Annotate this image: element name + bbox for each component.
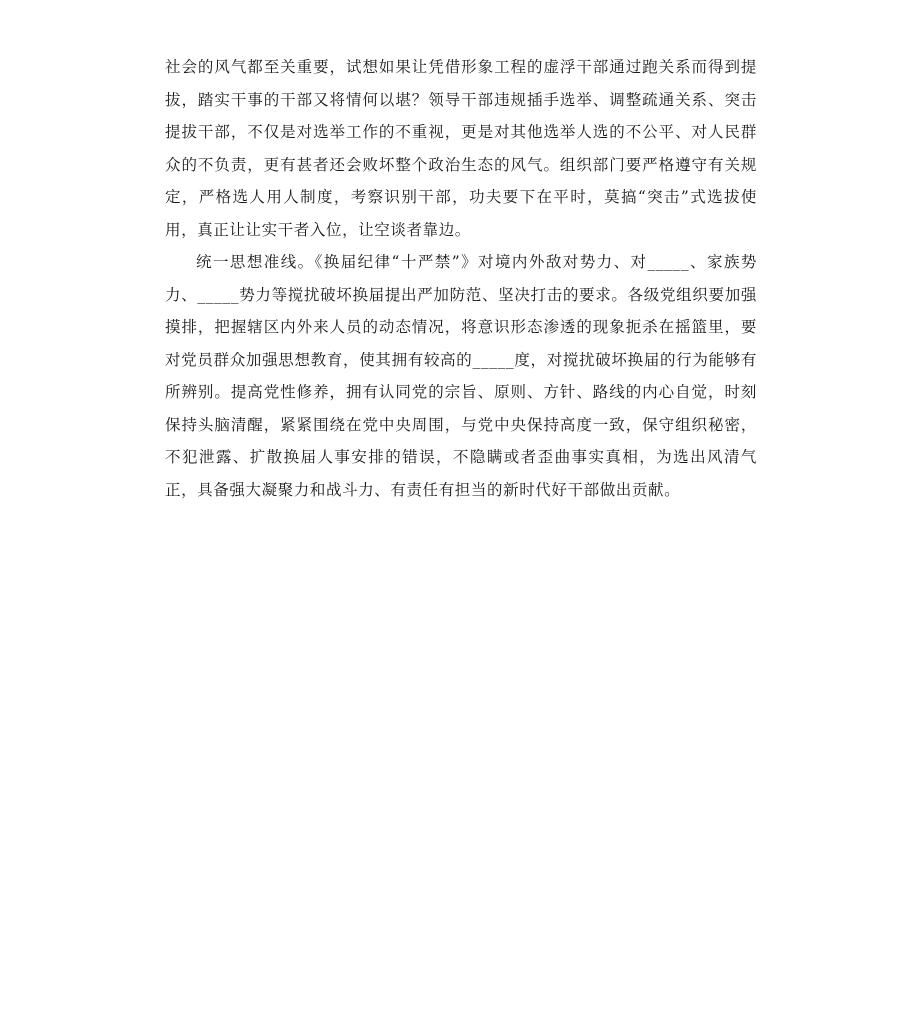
document-body <box>165 51 757 506</box>
paragraph-continuation: 社会的风气都至关重要，试想如果让凭借形象工程的虚浮干部通过跑关系而得到提拔，踏实干事的干部又将情何以堪？领导干部违规插手选举、调整疏通关系、突击提拔干部，不仅是对选举工作的不重视，更是对其他选举人选的不公平、对人民群众的不负责，更有甚者还会败坏整个政治生态的风气。组织部门要严格遵守有关规定，严格选人用人制度，考察识别干部，功夫要下在平时，莫搞“突击”式选拔使用，真正让让实干者入位，让空谈者靠边。 <box>165 58 757 239</box>
paragraph-unified-thinking: 统一思想准线。《换届纪律“十严禁”》对境内外敌对势力、对_____、家族势力、_____势力等搅扰破坏换届提出严加防范、坚决打击的要求。各级党组织要加强摸排，把握辖区内外来人员的动态情况，将意识形态渗透的现象扼杀在摇篮里，要对党员群众加强思想教育，使其拥有较高的_____度，对搅扰破坏换届的行为能够有所辨别。提高党性修养，拥有认同党的宗旨、原则、方针、路线的内心自觉，时刻保持头脑清醒，紧紧围绕在党中央周围，与党中央保持高度一致，保守组织秘密，不犯泄露、扩散换届人事安排的错误，不隐瞒或者歪曲事实真相，为选出风清气正，具备强大凝聚力和战斗力、有责任有担当的新时代好干部做出贡献。 <box>165 253 757 499</box>
